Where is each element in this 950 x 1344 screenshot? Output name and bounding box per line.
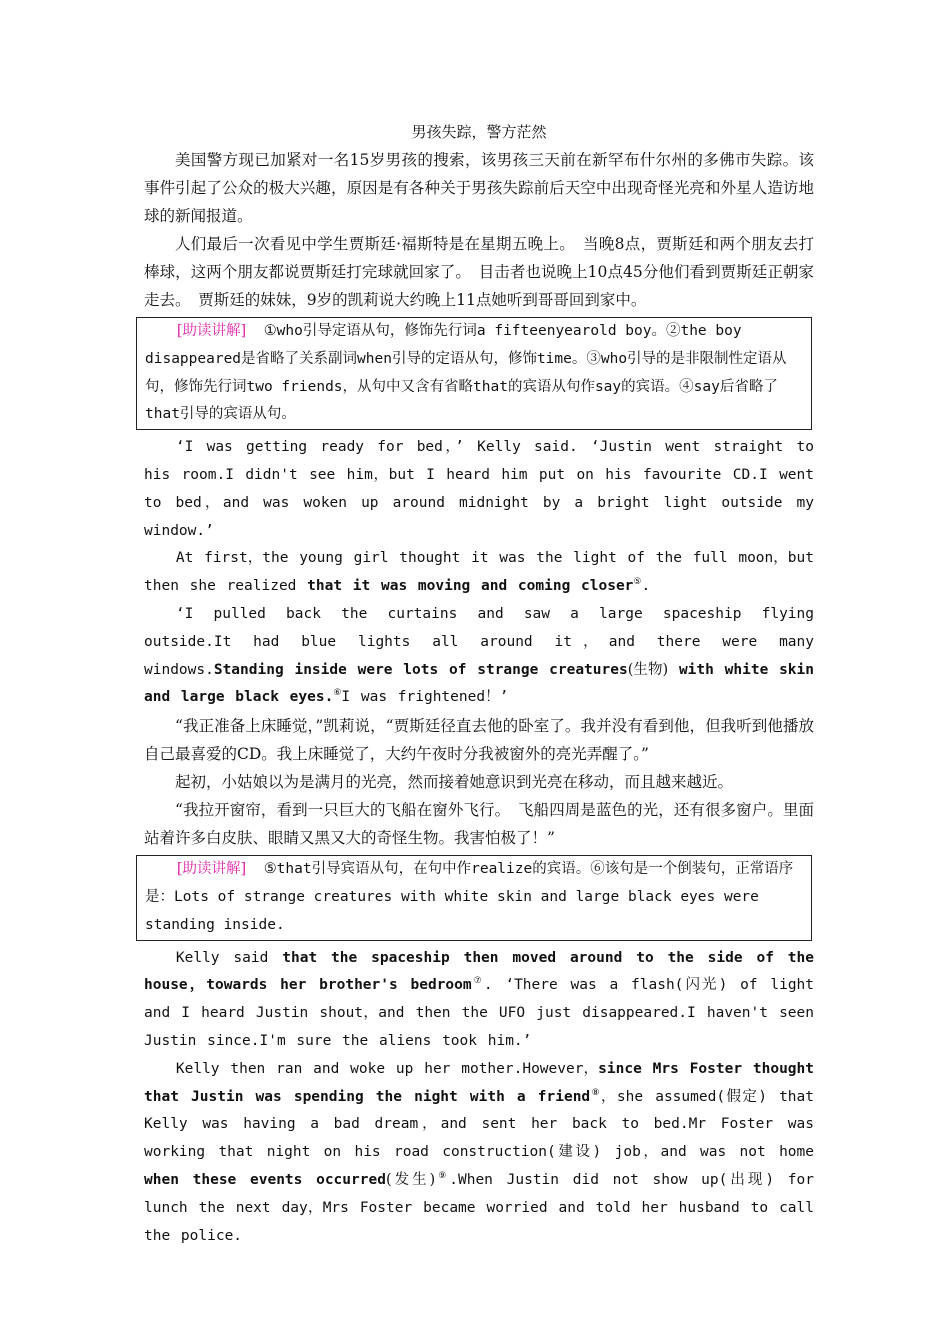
note-tag: [助读讲解] <box>176 861 247 878</box>
zh-paragraph: “我正准备上床睡觉，”凯莉说，“贾斯廷径直去他的卧室了。我并没有看到他，但我听到他播放自己最喜爱的CD。我上床睡觉了，大约午夜时分我被窗外的亮光弄醒了。” <box>144 717 814 764</box>
reading-note <box>145 856 811 939</box>
text-run: Kelly said <box>175 949 283 966</box>
text-run: I was frightened！’ <box>341 689 509 706</box>
zh-paragraph: 美国警方现已加紧对一名15岁男孩的搜索，该男孩三天前在新罕布什尔州的多佛市失踪。该事件引起了公众的极大兴趣，原因是有各种关于男孩失踪前后天空中出现奇怪光亮和外星人造访地球的新闻报道。 <box>144 151 814 225</box>
bold-run: with white skin and large black eyes. <box>144 661 814 706</box>
en-paragraph <box>144 945 814 1056</box>
zh-paragraph: 人们最后一次看见中学生贾斯廷·福斯特是在星期五晚上。 当晚8点，贾斯廷和两个朋友去打棒球，这两个朋友都说贾斯廷打完球就回家了。 目击者也说晚上10点45分他们看到贾斯廷正朝家走去。 贾斯廷的妹妹，9岁的凯莉说大约晚上11点她听到哥哥回到家中。 <box>144 235 814 309</box>
text-run: Kelly then ran and woke up her mother.However， <box>175 1060 599 1077</box>
zh-paragraph: “我拉开窗帘，看到一只巨大的飞船在窗外飞行。 飞船四周是蓝色的光，还有很多窗户。里面站着许多白皮肤、眼睛又黑又大的奇怪生物。我害怕极了！” <box>144 801 814 848</box>
text-run: At first，the young girl thought it was the light of the full moon，but then she realized <box>144 550 814 595</box>
bold-run: that the spaceship then moved around to the side of the house，towards her brother's bedroom <box>144 949 815 994</box>
en-paragraph: ‘I was getting ready for bed，’ Kelly said. ‘Justin went straight to his room.I didn't see him，but I heard him put on his favourite CD.I went to bed，and was woken up around midnight by a bright light outside my window.’ <box>144 439 814 539</box>
bold-run: that it was moving and coming closer <box>307 578 634 595</box>
zh-paragraph: 起初，小姑娘以为是满月的光亮，然而接着她意识到光亮在移动，而且越来越近。 <box>175 773 734 792</box>
note-marker: ⑧ <box>590 1087 602 1098</box>
document-page <box>144 118 814 1250</box>
note-marker: ⑤ <box>633 577 642 588</box>
text-run: ‘I pulled back the curtains and saw a large spaceship flying outside.It had blue lights all around it，and there were many windows. <box>144 605 814 678</box>
en-paragraph <box>144 601 814 712</box>
note-marker: ⑨ <box>435 1170 450 1181</box>
reading-note-box <box>136 317 812 430</box>
text-run: .When Justin did not show up(出现) for lunch the next day，Mrs Foster became worried and told her husband to call the police. <box>144 1171 814 1244</box>
text-run: ，she assumed(假定) that Kelly was having a bad dream，and sent her back to bed.Mr Foster was working that night on his road construction(建设) job，and was not home <box>144 1088 814 1161</box>
note-text: ①who引导定语从句，修饰先行词a fifteenyearold boy。②the boy disappeared是省略了关系副词when引导的定语从句，修饰time。③who引导的是非限制性定语从句，修饰先行词two friends，从句中又含有省略that的宾语从句作say的宾语。④say后省略了that引导的宾语从句。 <box>145 323 787 423</box>
bold-run: Standing inside were lots of strange creatures <box>213 661 628 678</box>
text-run: . <box>641 578 651 595</box>
note-marker: ⑥ <box>333 688 342 699</box>
note-text: ⑤that引导宾语从句，在句中作realize的宾语。⑥该句是一个倒装句，正常语序是：Lots of strange creatures with white skin and large black eyes were standing inside. <box>145 861 794 933</box>
text-run: (生物) <box>627 661 669 678</box>
bold-run: when these events occurred <box>144 1171 386 1188</box>
bold-run: since Mrs Foster thought that Justin was spending the night with a friend <box>144 1060 814 1105</box>
note-tag: [助读讲解] <box>176 323 247 339</box>
text-run: (发生) <box>385 1171 436 1188</box>
article-title: 男孩失踪，警方茫然 <box>411 123 547 141</box>
en-paragraph <box>144 545 814 601</box>
en-paragraph <box>144 1056 814 1251</box>
reading-note <box>145 318 811 429</box>
text-run: . ‘There was a flash(闪光) of light and I heard Justin shout，and then the UFO just disappeared.I haven't seen Justin since.I'm sure the aliens took him.’ <box>144 977 815 1049</box>
note-marker: ⑦ <box>471 976 484 987</box>
reading-note-box <box>136 855 812 940</box>
